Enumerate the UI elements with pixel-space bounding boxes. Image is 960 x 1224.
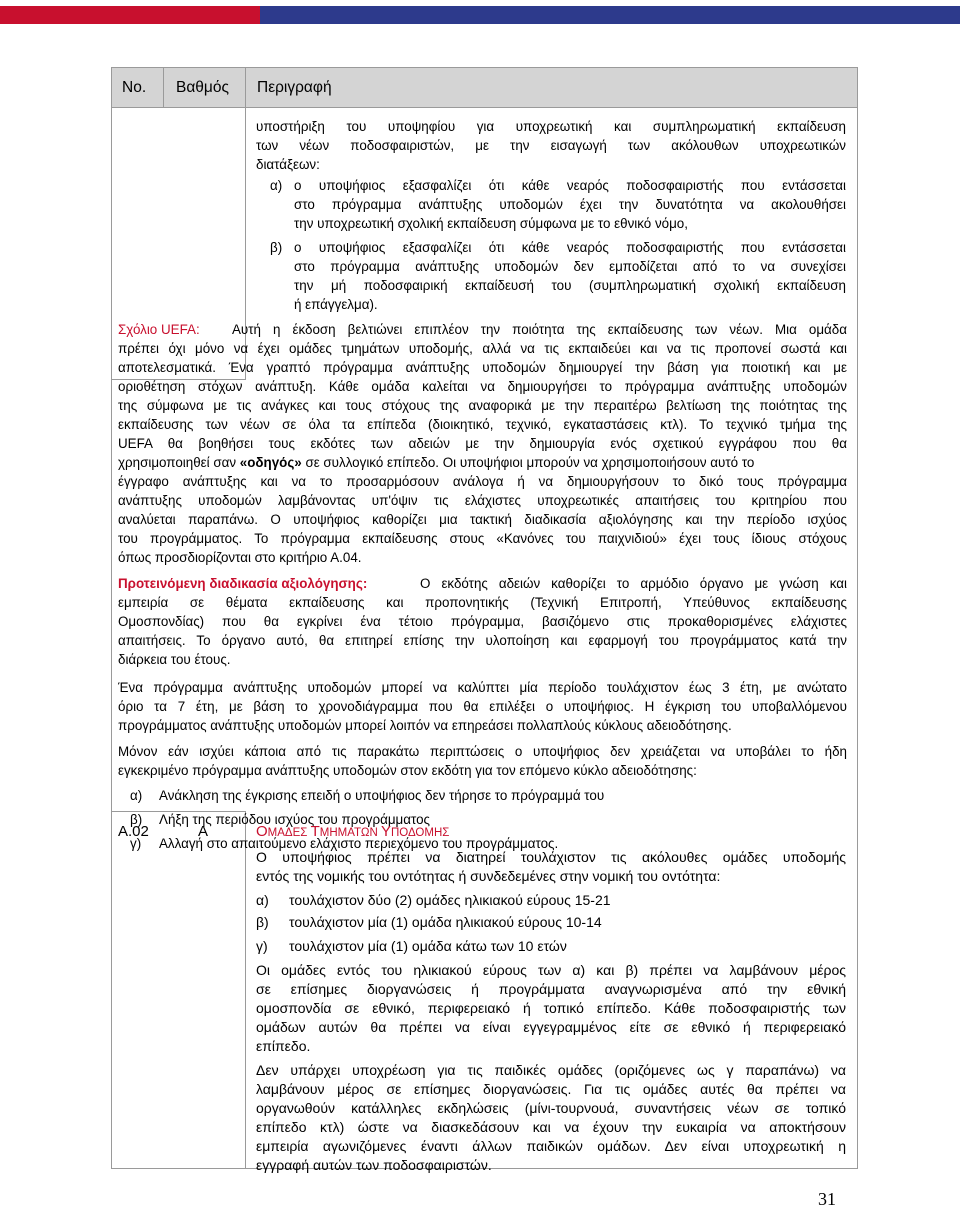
- list-item-line: ή επάγγελμα).: [294, 297, 378, 312]
- list-marker: β): [256, 914, 269, 930]
- criterion-line: επίπεδο.: [256, 1038, 311, 1054]
- uefa-comment-line: οριοθέτηση στόχων ανάπτυξη. Κάθε ομάδα καλείται να δημιουργήσει το πρόγραμμα ανάπτυξης υποδομών: [118, 379, 847, 394]
- procedure-line: εμπειρία σε θέματα εκπαίδευσης και προπονητικής (Τεχνική Επιτροπή, Υπεύθυνος εκπαίδευσης: [118, 595, 847, 610]
- list-item-line: στο πρόγραμμα ανάπτυξης υποδομών δεν εμποδίζεται από το να συνεχίσει: [294, 259, 846, 274]
- list-item: τουλάχιστον δύο (2) ομάδες ηλικιακού εύρους 15-21: [289, 892, 611, 908]
- uefa-comment-label: Σχόλιο UEFA:: [118, 322, 200, 337]
- procedure-line: διάρκεια του έτους.: [118, 652, 231, 667]
- list-item: Ανάκληση της έγκρισης επειδή ο υποψήφιος δεν τήρησε το πρόγραμμά του: [159, 788, 605, 803]
- paragraph-line: Μόνον εάν ισχύει κάποια από τις παρακάτω περιπτώσεις ο υποψήφιος δεν χρειάζεται να υποβάλει το ήδη: [118, 744, 847, 759]
- table-right-border: [857, 108, 858, 1169]
- list-item-line: ο υποψήφιος εξασφαλίζει ότι κάθε νεαρός ποδοσφαιριστής που εντάσσεται: [294, 178, 846, 193]
- procedure-line: Ομοσπονδίας) που θα εγκρίνει ένα τέτοιο πρόγραμμα, βασιζόμενο στις προκαθορισμένες ελάχιστες: [118, 614, 847, 629]
- list-marker: γ): [130, 836, 142, 851]
- header-description: Περιγραφή: [257, 79, 332, 96]
- list-marker: β): [270, 240, 283, 255]
- list-marker: α): [130, 788, 143, 803]
- title-run: ΜΑΔΕΣ: [267, 827, 311, 839]
- intro-line: των νέων ποδοσφαιριστών, με την εισαγωγή των ακόλουθων υποχρεωτικών: [256, 138, 846, 153]
- table-left-border: [111, 108, 112, 1169]
- table-header: [111, 67, 858, 108]
- criterion-line: λαμβάνουν μέρος σε επίσημες διοργανώσεις. Για τις ομάδες αυτές θα πρέπει να: [256, 1081, 846, 1097]
- list-item: Λήξη της περιόδου ισχύος του προγράμματος: [159, 812, 430, 827]
- intro-line: διατάξεων:: [256, 157, 320, 172]
- list-marker: α): [270, 178, 283, 193]
- uefa-comment-line: έγγραφο ανάπτυξης και να το προσαρμόσουν ανάλογα ή να δημιουργήσουν το δικό τους πρόγραμμα: [118, 474, 847, 489]
- uefa-comment-line: όπως προσδιορίζονται στο κριτήριο Α.04.: [118, 550, 362, 565]
- list-marker: β): [130, 812, 143, 827]
- title-run: Ο: [256, 823, 268, 840]
- paragraph-line: όριο τα 7 έτη, με βάση το χρονοδιάγραμμα που θα επιλέξει ο υποψήφιος. Η έγκριση του υποβαλλόμενου: [118, 699, 847, 714]
- paragraph-line: προγράμματος ανάπτυξης υποδομών μπορεί λοιπόν να επηρεάσει πολλαπλούς κύκλους αδειοδότησης.: [118, 718, 732, 733]
- title-run: Υ: [380, 823, 391, 840]
- procedure-label: Προτεινόμενη διαδικασία αξιολόγησης:: [118, 576, 368, 591]
- uefa-comment-line: εκπαίδευσης των νέων σε όλα τα επίπεδα (διοικητικό, τεχνικό, εγκαταστάσεις κτλ). Το τεχνικό τμήμα της: [118, 417, 847, 432]
- list-item: Αλλαγή στο απαιτούμενο ελάχιστο περιεχόμενο του προγράμματος.: [159, 836, 559, 851]
- criterion-grade: A: [198, 823, 209, 840]
- criterion-line: ομοσπονδία σε εθνικό, περιφερειακό ή τοπικό επίπεδο. Κάθε ποδοσφαιριστής των: [256, 1000, 846, 1016]
- uefa-comment-line: ανάπτυξης υποδομών λαμβάνοντας υπ'όψιν τις ελάχιστες υποχρεωτικές απαιτήσεις του κριτηρίου που: [118, 493, 847, 508]
- criterion-line: εμπειρία αγωνιζόμενες έναντι άλλων παιδικών ομάδων. Δεν είναι υποχρεωτική η: [256, 1138, 846, 1154]
- title-run: ΠΟΔΟΜΗΣ: [390, 827, 450, 839]
- criterion-line: Δεν υπάρχει υποχρέωση για τις παιδικές ομάδες (οριζόμενες ως γ παραπάνω) να: [256, 1062, 846, 1078]
- criterion-line: εγγραφή αυτών των ποδοσφαιριστών.: [256, 1157, 492, 1173]
- criterion-line: Ο υποψήφιος πρέπει να διατηρεί τουλάχιστον τις ακόλουθες ομάδες υποδομής: [256, 849, 846, 865]
- criterion-line: εντός της νομικής του οντότητας ή συνδεδεμένες στην νομική του οντότητα:: [256, 868, 721, 884]
- list-item-line: ο υποψήφιος εξασφαλίζει ότι κάθε νεαρός ποδοσφαιριστής που εντάσσεται: [294, 240, 846, 255]
- banner-red-segment: [0, 6, 260, 24]
- uefa-comment-line: πρέπει όχι μόνο να έχει ομάδες τμημάτων υποδομής, αλλά να τις εκπαιδεύει και να τις προπονεί σωστά και: [118, 341, 847, 356]
- list-item: τουλάχιστον μία (1) ομάδα ηλικιακού εύρους 10-14: [289, 914, 602, 930]
- criterion-line: οργανωθούν κατάλληλες εκδηλώσεις (μίνι-τουρνουά, συναντήσεις νέων σε τοπικό: [256, 1100, 846, 1116]
- text-run: χρησιμοποιηθεί σαν: [118, 455, 240, 470]
- title-run: Τ: [310, 823, 320, 840]
- list-item-line: την μή ποδοσφαιρική εκπαίδευσή του (συμπληρωματική σχολική εκπαίδευση: [294, 278, 846, 293]
- paragraph-line: Ένα πρόγραμμα ανάπτυξης υποδομών μπορεί να καλύπτει μία περίοδο τουλάχιστον έως 3 έτη, με ανώτατο: [118, 680, 847, 695]
- header-divider: [163, 67, 164, 108]
- procedure-line: Ο εκδότης αδειών καθορίζει το αρμόδιο όργανο με γνώση και: [420, 576, 847, 591]
- list-marker: γ): [256, 938, 268, 954]
- criterion-line: επίπεδο κτλ) ώστε να διασκεδάσουν και να έχουν την ευκαιρία να αποκτήσουν: [256, 1119, 846, 1135]
- list-item-line: την υποχρεωτική σχολική εκπαίδευση σύμφωνα με το εθνικό νόμο,: [294, 216, 688, 231]
- uefa-comment-line: του προγράμματος. Το πρόγραμμα εκπαίδευσης στους «Κανόνες του παιχνιδιού» έχει τους ίδιους στόχους: [118, 531, 847, 546]
- document-banner: [0, 6, 960, 24]
- intro-line: υποστήριξη του υποψηφίου για υποχρεωτική και συμπληρωματική εκπαίδευση: [256, 119, 846, 134]
- list-item: τουλάχιστον μία (1) ομάδα κάτω των 10 ετών: [289, 938, 567, 954]
- criterion-line: ομάδων αυτών θα πρέπει να είναι εγγεγραμμένος είτε σε εθνικό ή περιφερειακό: [256, 1019, 846, 1035]
- paragraph-line: εγκεκριμένο πρόγραμμα ανάπτυξης υποδομών στον εκδότη για τον επόμενο κύκλο αδειοδότησης:: [118, 763, 697, 778]
- criterion-number: Α.02: [118, 823, 149, 840]
- criterion-line: Οι ομάδες εντός του ηλικιακού εύρους των α) και β) πρέπει να λαμβάνουν μέρος: [256, 962, 846, 978]
- banner-blue-segment: [260, 6, 960, 24]
- guide-emphasis: «οδηγός»: [239, 455, 302, 470]
- header-grade: Βαθμός: [176, 79, 229, 96]
- uefa-comment-line: της σύμφωνα με τις ανάγκες και τους στόχους της αναφορικά με την περαιτέρω βελτίωση της ποιότητας της: [118, 398, 847, 413]
- list-marker: α): [256, 892, 269, 908]
- page-number: 31: [818, 1189, 836, 1209]
- uefa-comment-line: [118, 453, 754, 472]
- uefa-comment-line: αναλύεται παραπάνω. Ο υποψήφιος καθορίζει μια τακτική διαδικασία αξιολόγησης και την περίοδο ισχύος: [118, 512, 847, 527]
- text-run: σε συλλογικό επίπεδο. Οι υποψήφιοι μπορούν να χρησιμοποιήσουν αυτό το: [301, 455, 755, 470]
- column-divider: [245, 811, 246, 1169]
- uefa-comment-line: αποτελεσματικά. Ένα γραπτό πρόγραμμα ανάπτυξης υποδομών δημιουργεί την βάση για ποιοτική και με: [118, 360, 847, 375]
- criterion-line: σε επίσημες διοργανώσεις ή προγράμματα αναγνωρισμένα από την εθνική: [256, 981, 846, 997]
- criterion-title: [256, 822, 449, 843]
- list-item-line: στο πρόγραμμα ανάπτυξης υποδομών έχει την δυνατότητα να ακολουθήσει: [294, 197, 846, 212]
- header-no: No.: [122, 79, 147, 96]
- header-divider: [245, 67, 246, 108]
- title-run: ΜΗΜΑΤΩΝ: [319, 827, 381, 839]
- uefa-comment-line: Αυτή η έκδοση βελτιώνει επιπλέον την ποιότητα της εκπαίδευσης των νέων. Μια ομάδα: [232, 322, 847, 337]
- procedure-line: απαιτήσεις. Το όργανο αυτό, θα επιτηρεί επίσης την υλοποίηση και εφαρμογή του προγράμματος κατά την: [118, 633, 847, 648]
- uefa-comment-line: UEFA θα βοηθήσει τους εκδότες των αδειών με την δημιουργία ενός σχετικού εγγράφου που θα: [118, 436, 847, 451]
